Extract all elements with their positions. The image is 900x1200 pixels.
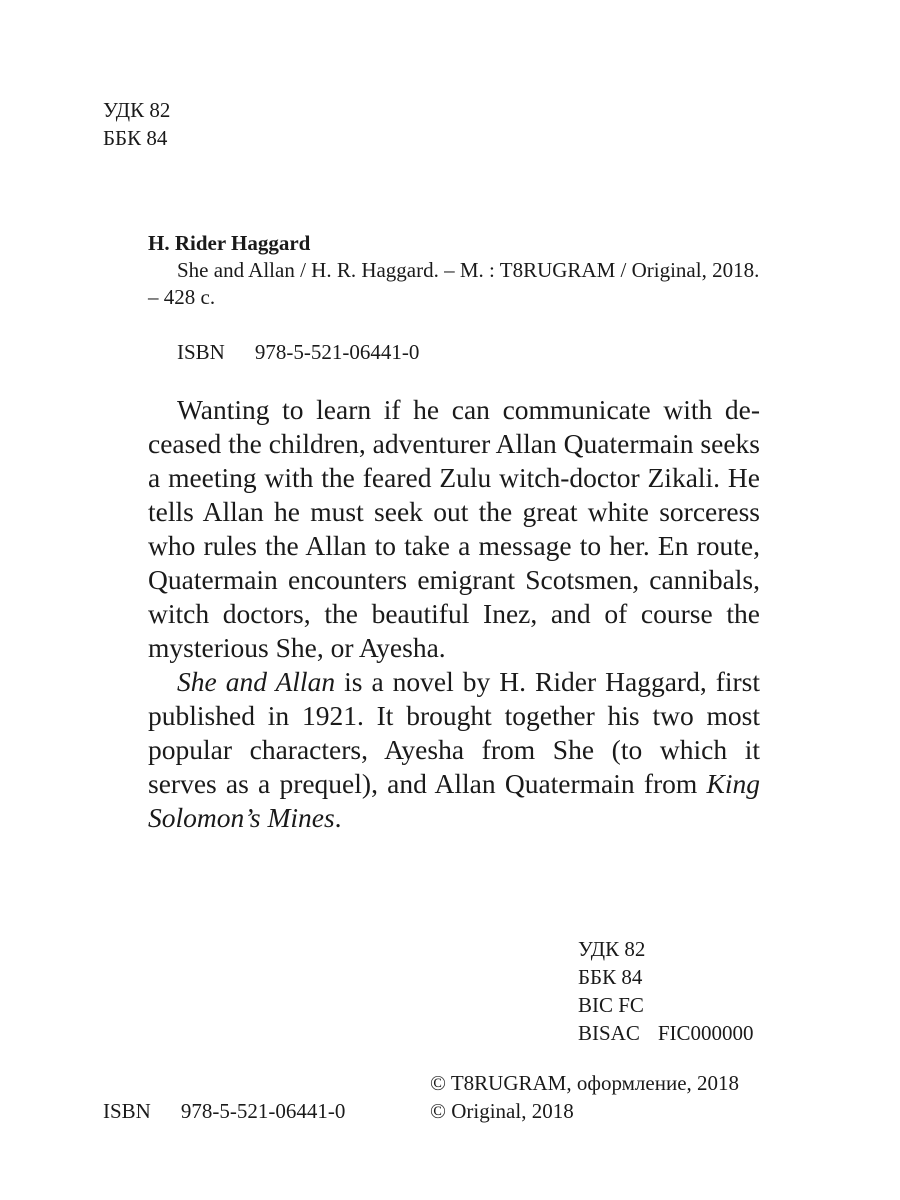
bbk-code-bottom: ББК 84	[578, 965, 643, 989]
annotation-paragraph-1: Wanting to learn if he can communicate with deceased the children, adventurer Allan Quatermain seeks a meeting with the feared Zulu witch-doctor Zikali. He tells Allan he must seek out the great white sorceress who rules the Allan to take a message to her. En route, Quatermain encounters emigrant Scotsmen, cannibals, witch doctors, the beautiful Inez, and of course the mysterious She, or Ayesha.	[148, 394, 760, 663]
annotation	[148, 393, 760, 835]
isbn-label: ISBN	[177, 340, 225, 364]
referenced-book-title: King Solomon’s Mines	[148, 768, 760, 833]
bibliographic-record	[148, 230, 760, 311]
top-classification-codes	[103, 96, 170, 152]
citation-text: She and Allan / H. R. Haggard. – M. : T8RUGRAM / Original, 2018. – 428 c.	[148, 258, 760, 309]
author-name: H. Rider Haggard	[148, 231, 311, 255]
isbn-record	[177, 339, 419, 366]
bbk-code: ББК 84	[103, 126, 168, 150]
isbn-label-bottom: ISBN	[103, 1099, 151, 1123]
isbn-record-bottom	[103, 1097, 345, 1125]
isbn-number-bottom: 978-5-521-06441-0	[180, 1099, 346, 1123]
bisac-value: FIC000000	[657, 1021, 754, 1045]
bottom-classification-codes	[578, 935, 754, 1047]
udk-code: УДК 82	[103, 98, 171, 122]
book-title: She and Allan	[177, 666, 336, 697]
isbn-number: 978-5-521-06441-0	[254, 340, 420, 364]
bisac-code	[578, 1019, 754, 1047]
bisac-label: BISAC	[578, 1021, 640, 1045]
copyright-notices	[430, 1069, 739, 1125]
copyright-line-1: © T8RUGRAM, оформление, 2018	[430, 1071, 740, 1095]
copyright-line-2: © Original, 2018	[430, 1099, 574, 1123]
annotation-end: .	[334, 802, 342, 833]
annotation-text: is a novel by H. Rider Haggard, first published in 1921. It brought together his two most popular characters, Ayesha from She (to which it serves as a prequel), and Allan Quatermain from	[148, 666, 761, 799]
udk-code-bottom: УДК 82	[578, 937, 646, 961]
bic-code: BIC FC	[578, 993, 644, 1017]
annotation-paragraph-2	[148, 665, 760, 835]
